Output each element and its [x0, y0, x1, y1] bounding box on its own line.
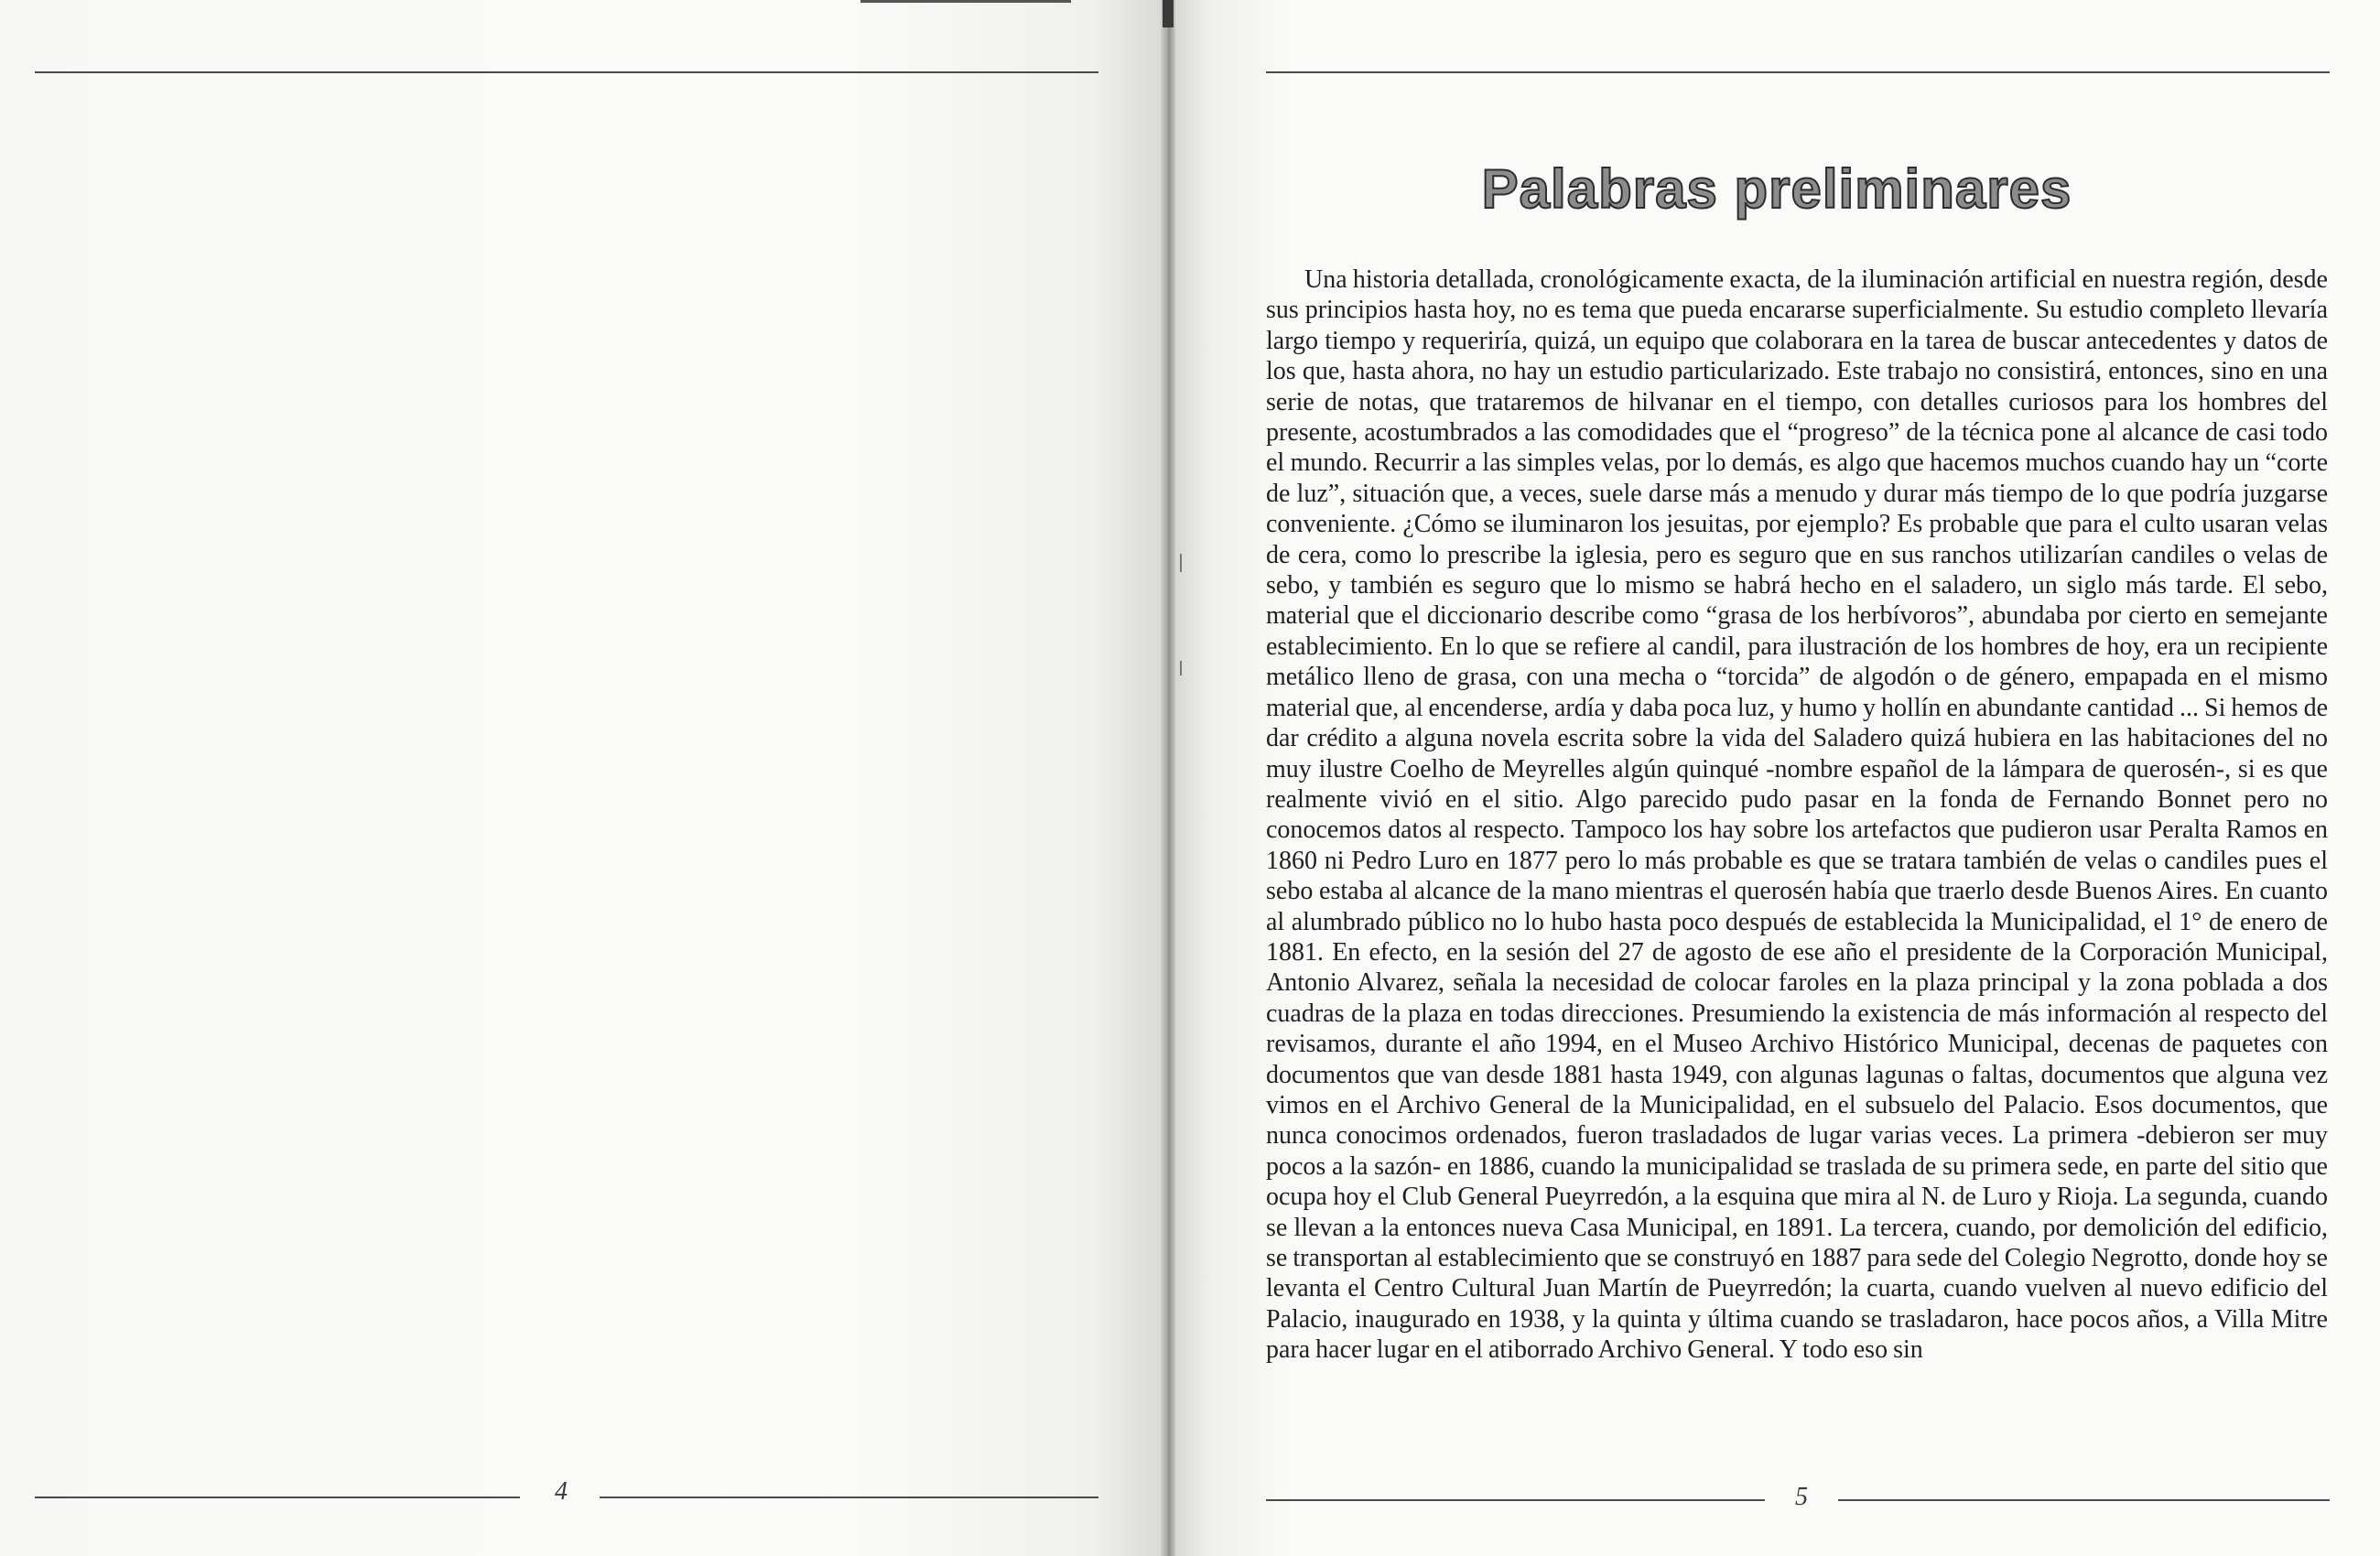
right-page-number: 5	[1795, 1483, 1808, 1511]
left-bottom-rule-a	[35, 1497, 520, 1498]
left-top-rule	[35, 71, 1098, 73]
book-gutter	[1161, 0, 1175, 1556]
gutter-mark-2	[1180, 661, 1182, 675]
gutter-mark-1	[1180, 554, 1182, 572]
binding-edge	[1163, 0, 1174, 27]
chapter-body-text: Una historia detallada, cronológicamente exacta, de la iluminación artificial en nuestra región, desde sus principios hasta hoy, no es tema que pueda encararse superficialmente. Su estudio completo llevaría largo tiempo y requeriría, quizá, un equipo que colaborara en la tarea de buscar antecedentes y datos de los que, hasta ahora, no hay un estudio particularizado. Este trabajo no consistirá, entonces, sino en una serie de notas, que trataremos de hilvanar en el tiempo, con detalles curiosos para los hombres del presente, acostumbrados a las comodidades que el “progreso” de la técnica pone al alcance de casi todo el mundo. Recurrir a las simples velas, por lo demás, es algo que hacemos muchos cuando hay un “corte de luz”, situación que, a veces, suele darse más a menudo y durar más tiempo de lo que podría juzgarse conveniente. ¿Cómo se iluminaron los jesuitas, por ejemplo? Es probable que para el culto usaran velas de cera, como lo prescribe la iglesia, pero es seguro que en sus ranchos utilizarían candiles o velas de sebo, y también es seguro que lo mismo se habrá hecho en el saladero, un siglo más tarde. El sebo, material que el diccionario describe como “grasa de los herbívoros”, abundaba por cierto en semejante establecimiento. En lo que se refiere al candil, para ilustración de los hombres de hoy, era un recipiente metálico lleno de grasa, con una mecha o “torcida” de algodón o de género, empapada en el mismo material que, al encenderse, ardía y daba poca luz, y humo y hollín en abundante cantidad ... Si hemos de dar crédito a alguna novela escrita sobre la vida del Saladero quizá hubiera en las habitaciones del no muy ilustre Coelho de Meyrelles algún quinqué -nombre español de la lámpara de querosén-, si es que realmente vivió en el sitio. Algo parecido pudo pasar en la fonda de Fernando Bonnet pero no conocemos datos al respecto. Tampoco los hay sobre los artefactos que pudieron usar Peralta Ramos en 1860 ni Pedro Luro en 1877 pero lo más probable es que se tratara también de velas o candiles pues el sebo estaba al alcance de la mano mientras el querosén había que traerlo desde Buenos Aires. En cuanto al alumbrado público no lo hubo hasta poco después de establecida la Municipalidad, el 1° de enero de 1881. En efecto, en la sesión del 27 de agosto de ese año el presidente de la Corporación Municipal, Antonio Alvarez, señala la necesidad de colocar faroles en la plaza principal y la zona poblada a dos cuadras de la plaza en todas direcciones. Presumiendo la existencia de más información al respecto del revisamos, durante el año 1994, en el Museo Archivo Histórico Municipal, decenas de paquetes con documentos que van desde 1881 hasta 1949, con algunas lagunas o faltas, documentos que alguna vez vimos en el Archivo General de la Municipalidad, en el subsuelo del Palacio. Esos documentos, que nunca conocimos ordenados, fueron trasladados de lugar varias veces. La primera -debieron ser muy pocos a la sazón- en 1886, cuando la municipalidad se traslada de su primera sede, en parte del sitio que ocupa hoy el Club General Pueyrredón, a la esquina que mira al N. de Luro y Rioja. La segunda, cuando se llevan a la entonces nueva Casa Municipal, en 1891. La tercera, cuando, por demolición del edificio, se transportan al establecimiento que se construyó en 1887 para sede del Colegio Negrotto, donde hoy se levanta el Centro Cultural Juan Martín de Pueyrredón; la cuarta, cuando vuelven al nuevo edificio del Palacio, inaugurado en 1938, y la quinta y última cuando se trasladaron, hace pocos años, a Villa Mitre para hacer lugar en el atiborrado Archivo General. Y todo eso sin	[1266, 265, 2328, 1365]
right-top-rule	[1266, 71, 2330, 73]
right-bottom-rule-b	[1838, 1499, 2330, 1501]
chapter-title: Palabras preliminares	[1481, 158, 2072, 220]
right-bottom-rule-a	[1266, 1499, 1765, 1501]
left-page	[0, 0, 1163, 1556]
left-bottom-rule-b	[600, 1497, 1098, 1498]
scan-edge-shadow	[860, 0, 1071, 3]
left-page-number: 4	[555, 1477, 568, 1506]
